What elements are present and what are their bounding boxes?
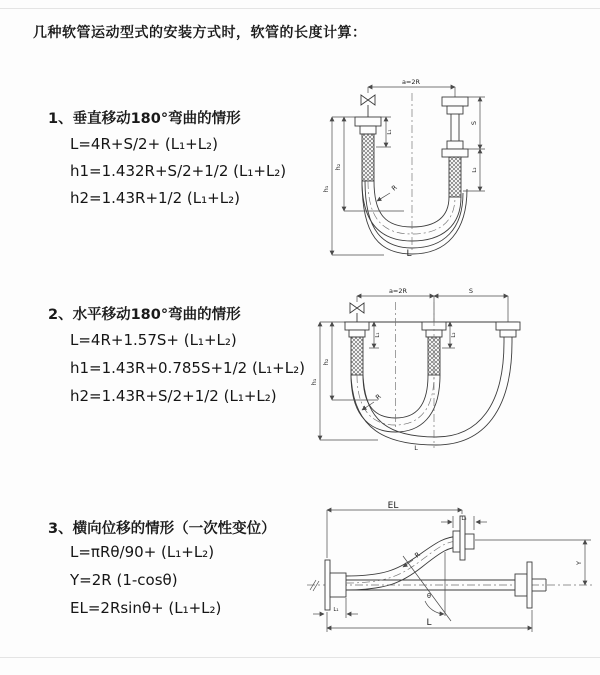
dimension-l1	[313, 598, 358, 618]
left-flange-assembly	[325, 560, 346, 610]
left-pipe-assembly	[355, 117, 381, 181]
l-label: L	[414, 444, 418, 452]
valve-icon	[361, 95, 375, 117]
right-pipe-assembly	[442, 97, 468, 197]
section-1-formula-l: L=4R+S/2+ (L₁+L₂)	[70, 135, 218, 153]
section-2-formula-l: L=4R+1.57S+ (L₁+L₂)	[70, 331, 237, 349]
valve-icon	[350, 303, 364, 322]
diagram-lateral-displacement	[303, 500, 600, 648]
s-label: S	[468, 287, 474, 295]
braided-hose-left	[351, 337, 363, 375]
r-label: R	[389, 183, 399, 193]
h1-label: h₁	[310, 378, 318, 386]
s-curve-hose	[346, 536, 460, 590]
r-label: R	[373, 392, 383, 402]
r-label: R	[413, 550, 422, 560]
braided-hose-left	[362, 134, 374, 181]
radius-callout	[403, 550, 422, 567]
l1-label: L₁	[387, 129, 393, 135]
radius-callout	[377, 183, 399, 201]
l2-label: L₂	[472, 167, 478, 173]
h2-label: h₂	[334, 163, 342, 171]
right-pipe-assembly	[496, 322, 520, 342]
diagram-vertical-180-bend	[320, 71, 490, 257]
s-label: S	[470, 120, 478, 126]
dimension-s	[434, 287, 508, 296]
section-3-formula-l: L=πRθ/90+ (L₁+L₂)	[70, 543, 215, 561]
section-2-formula-h1: h1=1.43R+0.785S+1/2 (L₁+L₂)	[70, 359, 305, 377]
dimension-a2r	[357, 287, 434, 296]
page-top-rule	[0, 8, 600, 9]
left-pipe-assembly	[345, 322, 369, 375]
dimension-y	[475, 540, 591, 585]
dimension-s	[468, 97, 485, 149]
page-title: 几种软管运动型式的安装方式时，软管的长度计算：	[33, 25, 367, 41]
h2-label: h₂	[322, 358, 330, 366]
braided-hose-right	[449, 157, 461, 197]
dimension-l	[327, 610, 532, 632]
section-3-formula-el: EL=2Rsinθ+ (L₁+L₂)	[70, 599, 222, 617]
h1-label: h₁	[322, 185, 330, 193]
center-line-break-mark	[310, 580, 319, 591]
section-1-formula-h2: h2=1.43R+1/2 (L₁+L₂)	[70, 189, 240, 207]
page-bottom-rule	[0, 657, 600, 658]
dimension-a2r	[368, 78, 455, 97]
section-3-heading: 3、横向位移的情形（一次性变位）	[48, 521, 276, 537]
l-label: L	[426, 618, 432, 628]
l1-label: L₁	[333, 607, 339, 613]
theta-label: θ	[427, 592, 431, 600]
l1-label: L₁	[375, 332, 381, 338]
dimension-l1	[369, 322, 381, 348]
l2-label: L₂	[461, 516, 467, 522]
right-flange-assembly	[515, 562, 546, 608]
y-label: Y	[575, 561, 583, 565]
section-1-heading: 1、垂直移动180°弯曲的情形	[48, 111, 241, 127]
upper-flange-assembly	[453, 516, 474, 560]
a2r-label: a=2R	[401, 78, 421, 86]
a2r-label: a=2R	[388, 287, 408, 295]
section-2-heading: 2、水平移动180°弯曲的情形	[48, 307, 241, 323]
diagram-horizontal-180-bend	[312, 282, 524, 454]
l-label: L	[406, 249, 412, 259]
section-1-formula-h1: h1=1.432R+S/2+1/2 (L₁+L₂)	[70, 162, 287, 180]
dimension-el	[327, 501, 462, 558]
section-2-formula-h2: h2=1.43R+S/2+1/2 (L₁+L₂)	[70, 387, 277, 405]
l2-label: L₂	[451, 332, 457, 338]
dimension-h1	[322, 117, 384, 255]
el-label: EL	[387, 501, 399, 511]
section-3-formula-y: Y=2R (1-cosθ)	[70, 571, 178, 589]
